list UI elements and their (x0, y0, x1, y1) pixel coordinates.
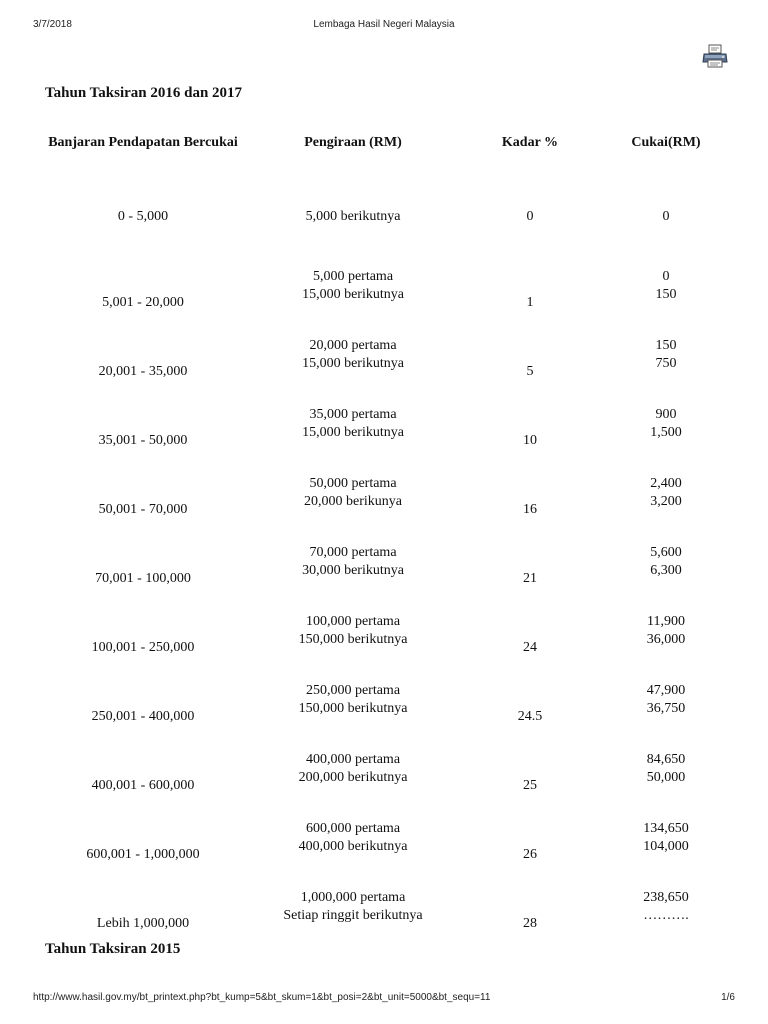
column-header-tax: Cukai(RM) (631, 135, 701, 150)
print-site-title: Lembaga Hasil Negeri Malaysia (313, 19, 455, 30)
rate-cell-text: 1 (526, 295, 534, 311)
tax-cell-line-2: 750 (655, 355, 677, 371)
calculation-cell (246, 320, 460, 389)
tax-cell-line-2: 150 (655, 286, 677, 302)
tax-cell-line-2: ………. (643, 907, 689, 923)
income-band-cell-text: 20,001 - 35,000 (98, 364, 188, 380)
income-band-cell-text: 0 - 5,000 (117, 208, 169, 224)
table-row (40, 734, 732, 803)
section-heading-2016-2017: Tahun Taksiran 2016 dan 2017 (45, 85, 243, 101)
tax-cell-text: 0 (662, 208, 670, 224)
income-band-cell (40, 872, 246, 941)
table-row (40, 320, 732, 389)
rate-cell-text: 16 (523, 502, 537, 518)
table-header-row (40, 132, 732, 182)
tax-cell-line-1: 11,900 (647, 614, 685, 629)
income-band-cell (40, 527, 246, 596)
tax-cell-line-1: 2,400 (650, 476, 682, 491)
tax-cell-line-1: 134,650 (643, 821, 689, 836)
tax-cell-line-2: 6,300 (650, 562, 682, 578)
calculation-cell-line-1: 70,000 pertama (309, 545, 397, 560)
table-row (40, 389, 732, 458)
rate-cell-text: 24 (523, 640, 537, 656)
calculation-cell-line-1: 250,000 pertama (305, 683, 401, 698)
tax-cell (600, 596, 732, 665)
rate-cell (460, 596, 600, 665)
calculation-cell-line-1: 400,000 pertama (305, 752, 401, 767)
tax-cell (600, 527, 732, 596)
calculation-cell (246, 803, 460, 872)
calculation-cell-line-2: 15,000 berikutnya (302, 424, 404, 440)
calculation-cell (246, 458, 460, 527)
calculation-cell (246, 734, 460, 803)
tax-cell (600, 872, 732, 941)
print-url: http://www.hasil.gov.my/bt_printext.php?bt_kump=5&bt_skum=1&bt_posi=2&bt_unit=5000&bt_sequ=11 (33, 992, 491, 1003)
tax-cell-line-2: 104,000 (643, 838, 689, 854)
rate-cell-text: 25 (523, 778, 537, 794)
calculation-cell-line-2: 400,000 berikutnya (298, 838, 408, 854)
calculation-cell-line-1: 1,000,000 pertama (300, 890, 406, 905)
rate-cell-text: 5 (526, 364, 534, 380)
rate-cell (460, 458, 600, 527)
tax-cell (600, 803, 732, 872)
tax-cell-line-1: 238,650 (643, 890, 689, 905)
income-band-cell (40, 251, 246, 320)
printer-icon[interactable] (702, 44, 728, 68)
tax-cell-line-1: 0 (662, 269, 670, 284)
column-header-income-band: Banjaran Pendapatan Bercukai (48, 135, 238, 150)
rate-cell-text: 24.5 (517, 709, 543, 725)
income-band-cell-text: 600,001 - 1,000,000 (86, 847, 200, 863)
calculation-cell-line-1: 5,000 pertama (312, 269, 394, 284)
income-band-cell-text: Lebih 1,000,000 (96, 916, 190, 932)
calculation-cell-line-2: 150,000 berikutnya (298, 700, 408, 716)
calculation-cell-line-2: 30,000 berikutnya (302, 562, 404, 578)
table-row (40, 458, 732, 527)
tax-cell-line-2: 1,500 (650, 424, 682, 440)
rate-cell-text: 26 (523, 847, 537, 863)
tax-cell (600, 251, 732, 320)
rate-cell-text: 21 (523, 571, 537, 587)
calculation-cell (246, 527, 460, 596)
calculation-cell-line-1: 35,000 pertama (309, 407, 397, 422)
print-page-number: 1/6 (721, 992, 735, 1003)
tax-cell-line-1: 900 (655, 407, 677, 422)
calculation-cell-line-1: 600,000 pertama (305, 821, 401, 836)
tax-cell (600, 665, 732, 734)
income-band-cell-text: 35,001 - 50,000 (98, 433, 188, 449)
rate-cell (460, 734, 600, 803)
tax-cell (600, 182, 732, 251)
tax-cell-line-2: 50,000 (646, 769, 686, 785)
calculation-cell (246, 872, 460, 941)
calculation-cell (246, 596, 460, 665)
rate-cell (460, 182, 600, 251)
income-band-cell (40, 734, 246, 803)
rate-cell (460, 665, 600, 734)
tax-cell (600, 389, 732, 458)
rate-cell (460, 803, 600, 872)
tax-cell-line-1: 47,900 (646, 683, 686, 698)
calculation-cell-line-2: 200,000 berikutnya (298, 769, 408, 785)
table-row (40, 527, 732, 596)
calculation-cell-line-2: 20,000 berikunya (304, 493, 402, 509)
calculation-cell (246, 182, 460, 251)
income-band-cell (40, 320, 246, 389)
income-band-cell (40, 389, 246, 458)
income-band-cell (40, 182, 246, 251)
calculation-cell-line-2: 15,000 berikutnya (302, 286, 404, 302)
rate-cell-text: 0 (526, 208, 534, 224)
table-row (40, 182, 732, 251)
tax-cell-line-2: 3,200 (650, 493, 682, 509)
calculation-cell-line-1: 20,000 pertama (309, 338, 397, 353)
income-band-cell (40, 458, 246, 527)
print-date: 3/7/2018 (33, 19, 72, 30)
tax-cell-line-2: 36,750 (646, 700, 686, 716)
tax-cell-line-1: 150 (655, 338, 677, 353)
income-band-cell (40, 803, 246, 872)
rate-cell (460, 872, 600, 941)
column-header-calculation: Pengiraan (RM) (304, 135, 402, 150)
table-row (40, 596, 732, 665)
income-band-cell-text: 400,001 - 600,000 (91, 778, 195, 794)
column-header-rate: Kadar % (501, 135, 559, 150)
calculation-cell (246, 665, 460, 734)
calculation-cell (246, 251, 460, 320)
income-band-cell (40, 665, 246, 734)
calculation-cell-line-1: 100,000 pertama (305, 614, 401, 629)
rate-cell (460, 389, 600, 458)
income-band-cell-text: 70,001 - 100,000 (95, 571, 191, 587)
calculation-cell-text: 5,000 berikutnya (305, 208, 401, 224)
calculation-cell-line-2: Setiap ringgit berikutnya (283, 907, 423, 923)
rate-cell (460, 527, 600, 596)
printer-icon-graphic (702, 44, 728, 68)
rate-cell-text: 10 (523, 433, 537, 449)
tax-rate-table (40, 132, 732, 941)
income-band-cell-text: 5,001 - 20,000 (102, 295, 184, 311)
income-band-cell (40, 596, 246, 665)
calculation-cell-line-1: 50,000 pertama (309, 476, 397, 491)
tax-cell-line-2: 36,000 (646, 631, 686, 647)
rate-cell (460, 251, 600, 320)
calculation-cell-line-2: 150,000 berikutnya (298, 631, 408, 647)
table-row (40, 665, 732, 734)
calculation-cell-line-2: 15,000 berikutnya (302, 355, 404, 371)
calculation-cell (246, 389, 460, 458)
rate-cell-text: 28 (523, 916, 537, 932)
rate-cell (460, 320, 600, 389)
table-row (40, 872, 732, 941)
section-heading-2015: Tahun Taksiran 2015 (45, 941, 181, 957)
table-row (40, 803, 732, 872)
tax-cell (600, 458, 732, 527)
income-band-cell-text: 250,001 - 400,000 (91, 709, 195, 725)
print-header (0, 14, 768, 34)
tax-cell-line-1: 84,650 (646, 752, 686, 767)
tax-cell (600, 320, 732, 389)
income-band-cell-text: 100,001 - 250,000 (91, 640, 195, 656)
income-band-cell-text: 50,001 - 70,000 (98, 502, 188, 518)
table-row (40, 251, 732, 320)
tax-cell (600, 734, 732, 803)
tax-cell-line-1: 5,600 (650, 545, 682, 560)
